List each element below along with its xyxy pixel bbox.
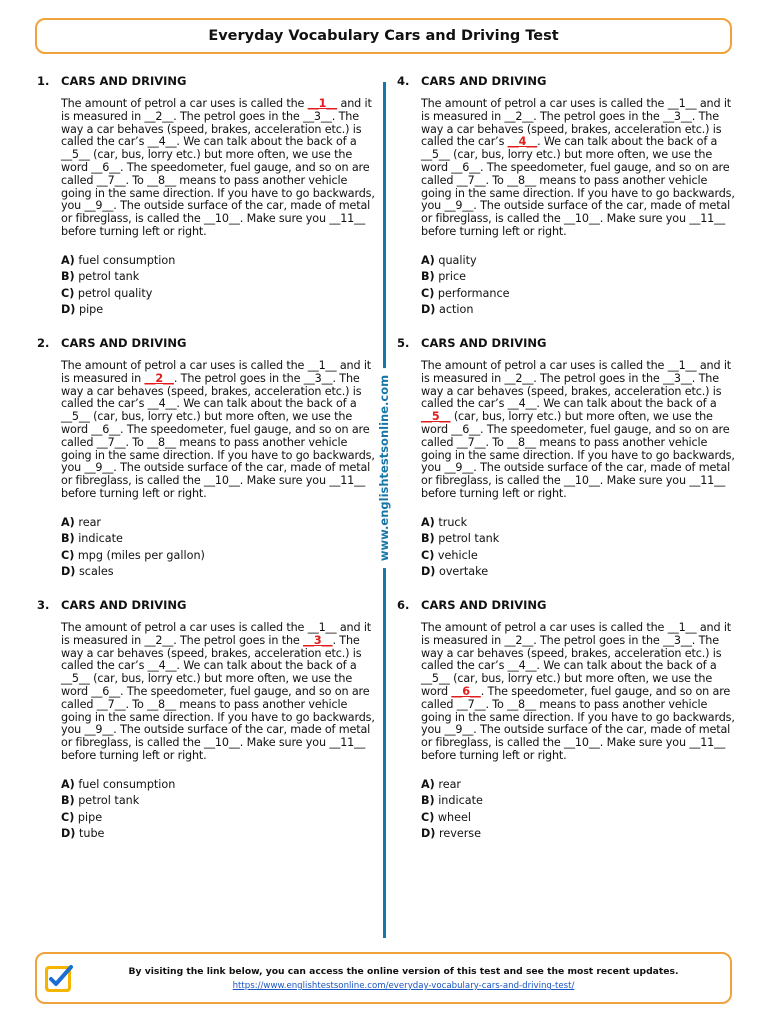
option-letter: B): [61, 270, 75, 284]
option-text: vehicle: [437, 548, 478, 562]
answer-option[interactable]: [61, 269, 355, 285]
question-heading-text: CARS AND DRIVING: [61, 336, 187, 350]
answer-option[interactable]: [61, 531, 355, 547]
option-letter: D): [421, 564, 436, 578]
question-4: [397, 74, 735, 336]
blank-highlight: __2__: [144, 371, 174, 385]
answer-options: [421, 253, 715, 319]
option-text: indicate: [78, 532, 123, 546]
option-letter: A): [421, 253, 435, 267]
option-letter: D): [421, 826, 436, 840]
question-number: 3.: [37, 598, 50, 612]
option-letter: A): [421, 777, 435, 791]
passage-text: The amount of petrol a car uses is called the: [61, 97, 308, 110]
option-text: tube: [78, 826, 105, 840]
option-letter: C): [421, 810, 435, 824]
footer-text: By visiting the link below, you can access the online version of this test and see the most recent updates.: [128, 966, 679, 977]
answer-options: [61, 777, 355, 843]
answer-option[interactable]: [421, 826, 715, 842]
question-number: 1.: [37, 74, 50, 88]
question-heading: [37, 74, 355, 92]
answer-option[interactable]: [61, 302, 355, 318]
answer-option[interactable]: [61, 793, 355, 809]
passage-text: . The speedometer, fuel gauge, and so on are called __7__. To __8__ means to pass another vehicle going in the same direction. If you have to go backwards, you __9__. The outside surface of the car, made of metal or fibreglass, is called the __10__. Make sure you __11__ before turning left or right.: [421, 684, 735, 762]
option-text: reverse: [438, 826, 482, 840]
option-letter: B): [61, 532, 75, 546]
passage-text: The amount of petrol a car uses is called the __1__ and it is measured in __2__. The petrol goes in the __3__. The way a car behaves (speed, brakes, acceleration etc.) is called the car’s: [421, 97, 732, 149]
option-letter: C): [421, 286, 435, 300]
site-url-vertical: www.englishtestsonline.com: [377, 368, 391, 568]
question-heading: [37, 336, 355, 354]
blank-highlight: __6__: [451, 684, 481, 698]
option-text: fuel consumption: [78, 777, 176, 791]
option-text: mpg (miles per gallon): [77, 548, 205, 562]
option-letter: D): [61, 826, 76, 840]
footer-link[interactable]: https://www.englishtestsonline.com/everyday-vocabulary-cars-and-driving-test/: [232, 981, 575, 991]
option-text: rear: [438, 777, 462, 791]
option-text: wheel: [437, 810, 472, 824]
passage-text: and it is measured in __2__. The petrol goes in the __3__. The way a car behaves (speed, brakes, acceleration etc.) is called the car’s __4__. We can talk about the back of a __5__ (car, bus, lorry etc.) but more often, we use the word __6__. The speedometer, fuel gauge, and so on are called __7__. To __8__ means to pass another vehicle going in the same direction. If you have to go backwards, you __9__. The outside surface of the car, made of metal or fibreglass, is called the __10__. Make sure you __11__ before turning left or right.: [61, 97, 375, 238]
option-text: petrol tank: [438, 532, 500, 546]
option-letter: B): [421, 270, 435, 284]
option-letter: D): [421, 302, 436, 316]
answer-option[interactable]: [421, 515, 715, 531]
answer-option[interactable]: [421, 286, 715, 302]
footer-box: [35, 952, 732, 1004]
question-heading-text: CARS AND DRIVING: [421, 336, 547, 350]
option-letter: C): [61, 286, 75, 300]
option-letter: D): [61, 564, 76, 578]
option-text: quality: [438, 253, 477, 267]
option-letter: C): [61, 548, 75, 562]
question-heading-text: CARS AND DRIVING: [421, 598, 547, 612]
answer-option[interactable]: [61, 810, 355, 826]
blank-highlight: __4__: [507, 135, 538, 149]
passage-text: The amount of petrol a car uses is called the __1__ and it is measured in __2__. The petrol goes in the __3__. The way a car behaves (speed, brakes, acceleration etc.) is called the car’s __4__. We can talk about the back of a __5__ (car, bus, lorry etc.) but more often, we use the word: [421, 621, 732, 698]
option-letter: B): [61, 794, 75, 808]
answer-option[interactable]: [421, 548, 715, 564]
question-heading-text: CARS AND DRIVING: [61, 74, 187, 88]
answer-option[interactable]: [421, 269, 715, 285]
question-heading-text: CARS AND DRIVING: [61, 598, 187, 612]
answer-option[interactable]: [61, 777, 355, 793]
blank-highlight: __3__: [303, 633, 333, 647]
option-letter: D): [61, 302, 76, 316]
option-text: pipe: [78, 302, 104, 316]
passage-text: The amount of petrol a car uses is called the __1__ and it is measured in __2__. The petrol goes in the __3__. The way a car behaves (speed, brakes, acceleration etc.) is called the car’s __4__. We can talk about the back of a: [421, 359, 732, 411]
answer-options: [61, 253, 355, 319]
option-text: pipe: [77, 810, 103, 824]
question-heading: [37, 598, 355, 616]
checkbox-icon: [43, 962, 75, 994]
question-number: 4.: [397, 74, 410, 88]
page-title: Everyday Vocabulary Cars and Driving Test: [208, 28, 559, 44]
option-letter: A): [61, 515, 75, 529]
option-letter: A): [421, 515, 435, 529]
passage-text: . The way a car behaves (speed, brakes, acceleration etc.) is called the car’s __4__. We can talk about the back of a __5__ (car, bus, lorry etc.) but more often, we use the word __6__. The speedometer, fuel gauge, and so on are called __7__. To __8__ means to pass another vehicle going in the same direction. If you have to go backwards, you __9__. The outside surface of the car, made of metal or fibreglass, is called the __10__. Make sure you __11__ before turning left or right.: [61, 633, 375, 762]
question-heading: [397, 74, 715, 92]
question-heading-text: CARS AND DRIVING: [421, 74, 547, 88]
blank-highlight: __1__: [307, 97, 338, 110]
answer-options: [421, 515, 715, 581]
answer-option[interactable]: [421, 793, 715, 809]
blank-highlight: __5__: [421, 410, 451, 424]
option-text: rear: [78, 515, 102, 529]
question-number: 6.: [397, 598, 410, 612]
option-letter: A): [61, 253, 75, 267]
answer-option[interactable]: [421, 564, 715, 580]
answer-option[interactable]: [61, 548, 355, 564]
option-letter: B): [421, 532, 435, 546]
answer-options: [61, 515, 355, 581]
option-text: overtake: [438, 564, 489, 578]
option-text: performance: [437, 286, 510, 300]
answer-option[interactable]: [61, 253, 355, 269]
question-passage: [61, 622, 377, 763]
option-letter: B): [421, 794, 435, 808]
question-number: 2.: [37, 336, 50, 350]
question-2: [37, 336, 375, 598]
question-heading: [397, 336, 715, 354]
passage-text: (car, bus, lorry etc.) but more often, we use the word __6__. The speedometer, fuel gauge, and so on are called __7__. To __8__ means to pass another vehicle going in the same direction. If you have to go backwards, you __9__. The outside surface of the car, made of metal or fibreglass, is called the __10__. Make sure you __11__ before turning left or right.: [421, 410, 735, 500]
option-text: petrol quality: [77, 286, 153, 300]
question-passage: [61, 360, 377, 501]
answer-option[interactable]: [421, 777, 715, 793]
passage-text: The amount of petrol a car uses is called the __1__ and it is measured in: [61, 359, 372, 385]
answer-option[interactable]: [421, 253, 715, 269]
question-3: [37, 598, 375, 860]
answer-option[interactable]: [61, 564, 355, 580]
answer-option[interactable]: [421, 531, 715, 547]
question-1: [37, 74, 375, 336]
question-passage: [61, 98, 377, 239]
answer-option[interactable]: [421, 302, 715, 318]
answer-option[interactable]: [61, 286, 355, 302]
question-6: [397, 598, 735, 860]
option-letter: C): [421, 548, 435, 562]
question-passage: [421, 98, 737, 239]
question-passage: [421, 360, 737, 501]
question-heading: [397, 598, 715, 616]
passage-text: . We can talk about the back of a __5__ (car, bus, lorry etc.) but more often, we use the word __6__. The speedometer, fuel gauge, and so on are called __7__. To __8__ means to pass another vehicle going in the same direction. If you have to go backwards, you __9__. The outside surface of the car, made of metal or fibreglass, is called the __10__. Make sure you __11__ before turning left or right.: [421, 135, 735, 238]
option-letter: A): [61, 777, 75, 791]
answer-option[interactable]: [61, 515, 355, 531]
question-5: [397, 336, 735, 598]
answer-options: [421, 777, 715, 843]
option-text: price: [438, 270, 467, 284]
passage-text: . The petrol goes in the __3__. The way a car behaves (speed, brakes, acceleration etc.) is called the car’s __4__. We can talk about the back of a __5__ (car, bus, lorry etc.) but more often, we use the word __6__. The speedometer, fuel gauge, and so on are called __7__. To __8__ means to pass another vehicle going in the same direction. If you have to go backwards, you __9__. The outside surface of the car, made of metal or fibreglass, is called the __10__. Make sure you __11__ before turning left or right.: [61, 371, 375, 500]
option-text: petrol tank: [78, 270, 140, 284]
title-box: [35, 18, 732, 54]
option-text: scales: [78, 564, 114, 578]
option-letter: C): [61, 810, 75, 824]
question-passage: [421, 622, 737, 763]
right-column: [397, 74, 735, 860]
option-text: indicate: [438, 794, 483, 808]
option-text: fuel consumption: [78, 253, 176, 267]
question-number: 5.: [397, 336, 410, 350]
answer-option[interactable]: [421, 810, 715, 826]
option-text: truck: [438, 515, 468, 529]
left-column: [37, 74, 375, 860]
passage-text: The amount of petrol a car uses is called the __1__ and it is measured in __2__. The petrol goes in the: [61, 621, 372, 647]
option-text: petrol tank: [78, 794, 140, 808]
answer-option[interactable]: [61, 826, 355, 842]
option-text: action: [438, 302, 474, 316]
